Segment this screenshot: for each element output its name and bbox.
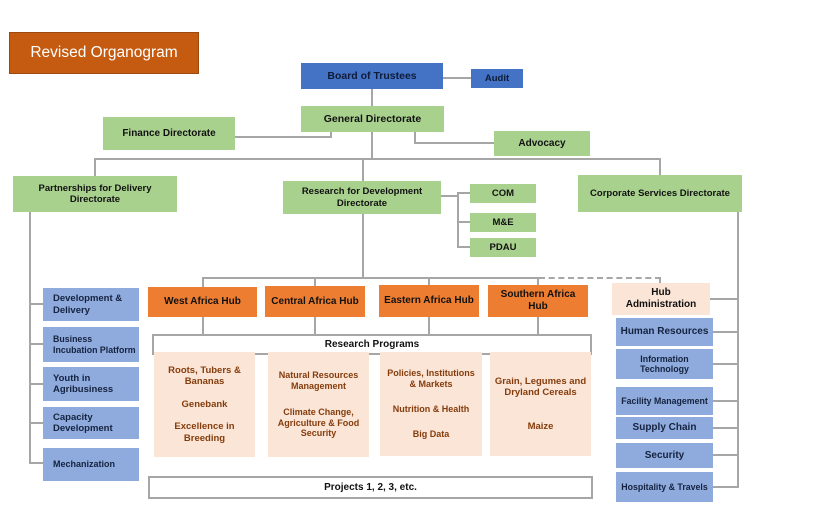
- connector-research-hubbus: [362, 214, 364, 278]
- program-item: Maize: [527, 420, 554, 432]
- box-advocacy: Advocacy: [494, 131, 590, 156]
- box-general-directorate: General Directorate: [301, 106, 444, 132]
- connector-stub-capacity: [29, 422, 43, 424]
- program-item: Natural Resources Management: [278, 369, 359, 391]
- connector-hub-bus: [202, 277, 539, 279]
- program-group-rtb: [154, 352, 255, 457]
- connector-corporate-spine: [737, 212, 739, 487]
- connector-stub-security: [713, 454, 739, 456]
- box-com: COM: [470, 184, 536, 203]
- box-southern-africa-hub: Southern Africa Hub: [488, 285, 588, 317]
- box-west-africa-hub: West Africa Hub: [148, 287, 257, 317]
- connector-stub-it: [713, 363, 739, 365]
- connector-general-advocacy-h: [414, 142, 494, 144]
- connector-stub-incubation: [29, 343, 43, 345]
- box-human-resources: Human Resources: [616, 318, 713, 346]
- program-group-grain: [490, 352, 591, 456]
- box-capacity-development: Capacity Development: [43, 407, 139, 439]
- box-board-of-trustees: Board of Trustees: [301, 63, 443, 89]
- box-hub-administration: Hub Administration: [612, 283, 710, 315]
- projects-bar: Projects 1, 2, 3, etc.: [148, 476, 593, 499]
- box-supply-chain: Supply Chain: [616, 417, 713, 439]
- connector-stub-hospitality: [713, 486, 739, 488]
- connector-stub-development: [29, 303, 43, 305]
- connector-bus-research: [362, 158, 364, 181]
- connector-bus-partnerships: [94, 158, 96, 176]
- program-item: Grain, Legumes and Dryland Cereals: [494, 376, 587, 399]
- box-eastern-africa-hub: Eastern Africa Hub: [379, 285, 479, 317]
- connector-trustees-general: [371, 89, 373, 106]
- connector-stub-hr: [713, 331, 739, 333]
- connector-stub-supply: [713, 427, 739, 429]
- box-youth-agribusiness: Youth in Agribusiness: [43, 367, 139, 401]
- connector-directorate-bus: [94, 158, 660, 160]
- box-development-delivery: Development & Delivery: [43, 288, 139, 321]
- box-hospitality-travels: Hospitality & Travels: [616, 472, 713, 502]
- box-central-africa-hub: Central Africa Hub: [265, 286, 365, 317]
- connector-trustees-audit: [443, 77, 471, 79]
- program-item: Excellence in Breeding: [174, 421, 235, 444]
- box-corporate-directorate: Corporate Services Directorate: [578, 175, 742, 212]
- connector-central-programs: [314, 317, 316, 334]
- box-pdau: PDAU: [470, 238, 536, 257]
- connector-bus-eastern: [428, 277, 430, 285]
- box-business-incubation-platform: Business Incubation Platform: [43, 327, 139, 362]
- box-security: Security: [616, 443, 713, 468]
- connector-eastern-programs: [428, 317, 430, 334]
- program-group-pim: [380, 352, 482, 456]
- program-item: Climate Change, Agriculture & Food Security: [277, 407, 360, 439]
- connector-research-units-v: [457, 192, 459, 248]
- connector-bus-west: [202, 277, 204, 287]
- connector-stub-hubadmin: [710, 298, 739, 300]
- program-group-nrm: [268, 352, 369, 457]
- box-information-technology: Information Technology: [616, 349, 713, 379]
- box-research-directorate: Research for Development Directorate: [283, 181, 441, 214]
- connector-research-units-h: [441, 195, 458, 197]
- connector-stub-youth: [29, 383, 43, 385]
- research-programs-header: Research Programs: [152, 334, 592, 355]
- connector-stub-mechanization: [29, 462, 43, 464]
- connector-bus-central: [314, 277, 316, 286]
- connector-southern-programs: [537, 317, 539, 334]
- connector-bus-corporate: [659, 158, 661, 175]
- program-item: Roots, Tubers & Bananas: [168, 365, 241, 388]
- program-item: Nutrition & Health: [392, 404, 470, 414]
- connector-dashed-hubadmin-h: [539, 277, 661, 279]
- box-me: M&E: [470, 213, 536, 232]
- box-audit: Audit: [471, 69, 523, 88]
- connector-me-stub: [457, 221, 470, 223]
- connector-general-finance-h: [235, 136, 332, 138]
- connector-general-bus: [371, 132, 373, 160]
- connector-pdau-stub: [457, 246, 470, 248]
- box-finance-directorate: Finance Directorate: [103, 117, 235, 150]
- connector-partnerships-spine: [29, 212, 31, 464]
- program-item: Big Data: [412, 429, 450, 439]
- box-facility-management: Facility Management: [616, 387, 713, 415]
- box-mechanization: Mechanization: [43, 448, 139, 481]
- title-banner: Revised Organogram: [9, 32, 199, 74]
- connector-stub-facility: [713, 400, 739, 402]
- program-item: Policies, Institutions & Markets: [387, 368, 475, 389]
- box-partnerships-directorate: Partnerships for Delivery Directorate: [13, 176, 177, 212]
- connector-com-stub: [457, 192, 470, 194]
- connector-west-programs: [202, 317, 204, 334]
- program-item: Genebank: [181, 398, 228, 410]
